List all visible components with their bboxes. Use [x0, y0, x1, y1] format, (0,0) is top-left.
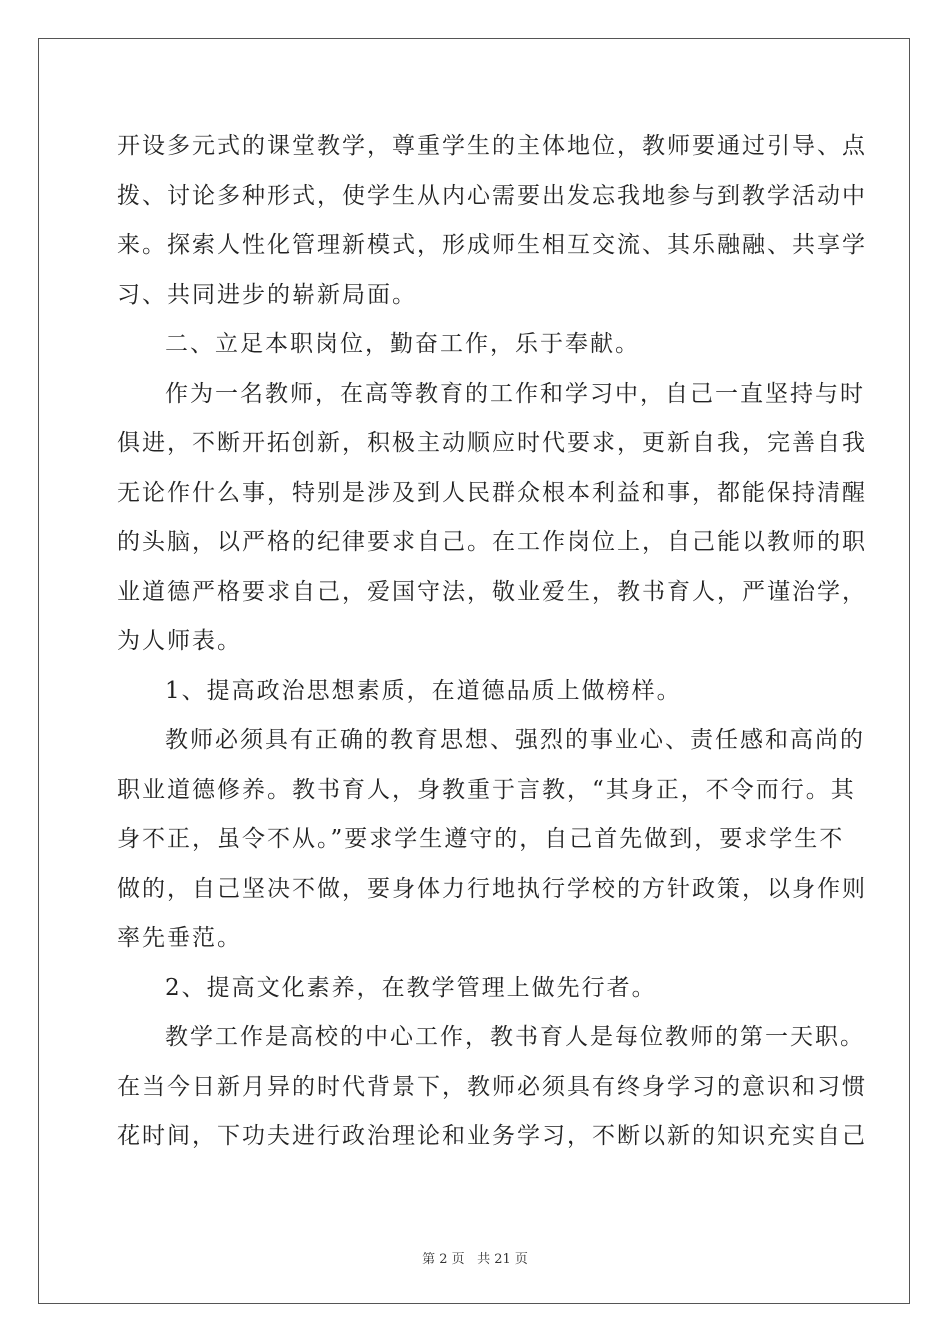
text-line: 2、提高文化素养，在教学管理上做先行者。: [165, 974, 657, 1001]
text-line: 教师必须具有正确的教育思想、强烈的事业心、责任感和高尚的: [165, 727, 865, 753]
text-line: 在当今日新月异的时代背景下，教师必须具有终身学习的意识和习惯: [117, 1073, 867, 1100]
text-line: 做的，自己坚决不做，要身体力行地执行学校的方针政策，以身作则: [117, 875, 867, 902]
text-line: 为人师表。: [117, 628, 242, 654]
text-line: 作为一名教师，在高等教育的工作和学习中，自己一直坚持与时: [165, 380, 865, 407]
text-line: 业道德严格要求自己，爱国守法，敬业爱生，教书育人，严谨治学，: [117, 578, 867, 605]
text-line: 俱进，不断开拓创新，积极主动顺应时代要求，更新自我，完善自我: [117, 430, 867, 456]
text-line: 1、提高政治思想素质，在道德品质上做榜样。: [165, 677, 682, 704]
text-line: 开设多元式的课堂教学，尊重学生的主体地位，教师要通过引导、点: [117, 133, 867, 159]
page-number: 第 2 页: [422, 1252, 465, 1267]
page-footer: [0, 1248, 950, 1267]
page-total: 共 21 页: [477, 1252, 528, 1267]
text-line: 无论作什么事，特别是涉及到人民群众根本利益和事，都能保持清醒: [117, 479, 867, 506]
text-line: 习、共同进步的崭新局面。: [117, 281, 417, 308]
text-line: 来。探索人性化管理新模式，形成师生相互交流、其乐融融、共享学: [117, 232, 867, 258]
text-line: 的头脑，以严格的纪律要求自己。在工作岗位上，自己能以教师的职: [117, 529, 867, 555]
text-line: 身不正，虽令不从。”要求学生遵守的，自己首先做到，要求学生不: [117, 826, 845, 852]
text-line: 教学工作是高校的中心工作，教书育人是每位教师的第一天职。: [165, 1024, 865, 1050]
text-line: 率先垂范。: [117, 925, 242, 951]
text-line: 二、立足本职岗位，勤奋工作，乐于奉献。: [165, 331, 640, 357]
text-line: 拨、讨论多种形式，使学生从内心需要出发忘我地参与到教学活动中: [117, 182, 867, 209]
document-body: [117, 122, 867, 1162]
text-line: 花时间，下功夫进行政治理论和业务学习，不断以新的知识充实自己: [117, 1123, 867, 1149]
text-line: 职业道德修养。教书育人，身教重于言教，“其身正，不令而行。其: [117, 776, 856, 803]
